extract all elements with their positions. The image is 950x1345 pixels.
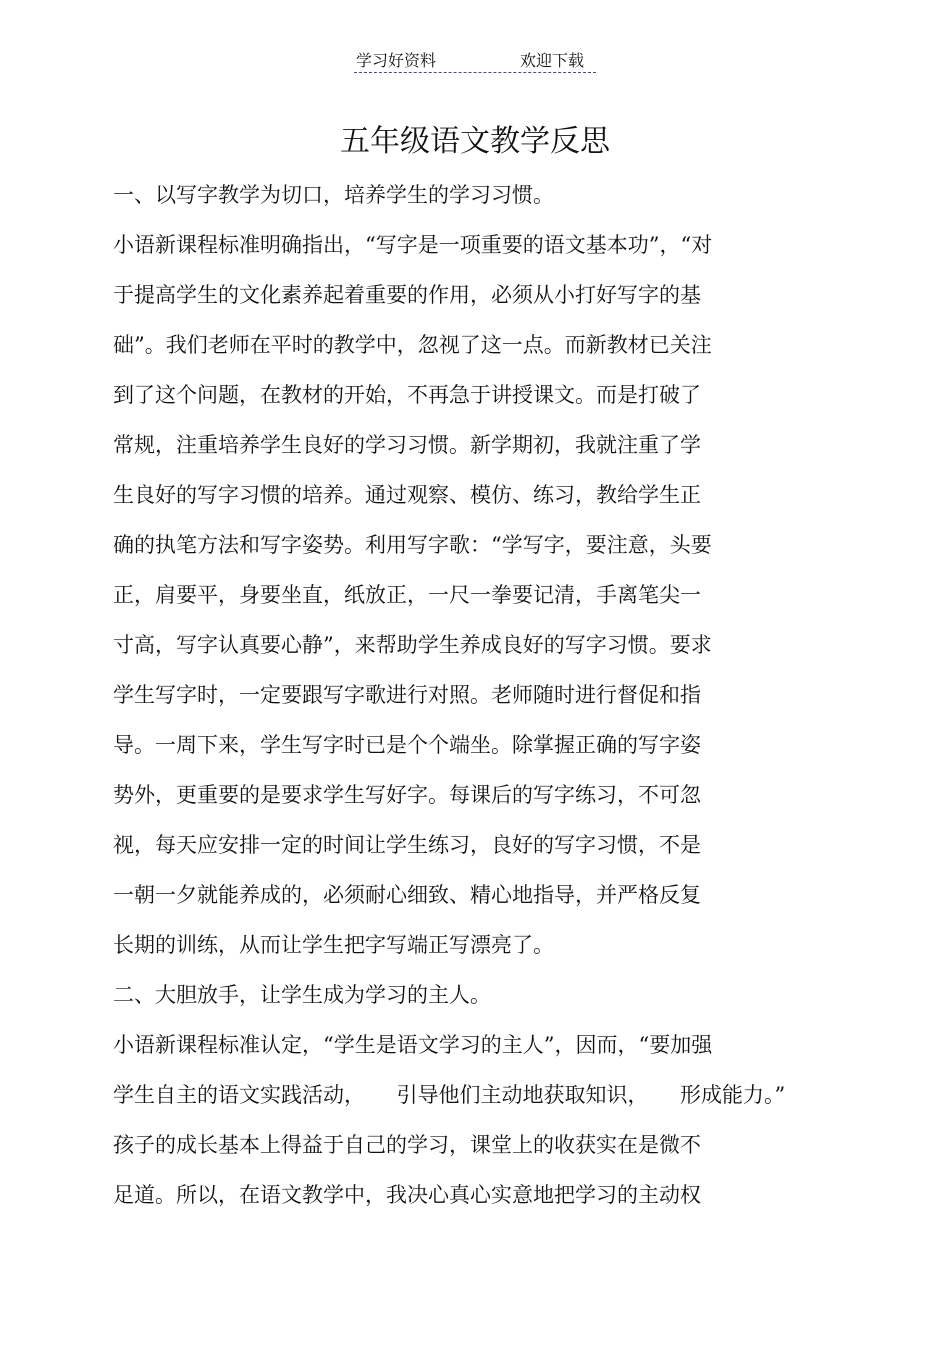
body-line: 到了这个问题，在教材的开始，不再急于讲授课文。而是打破了: [113, 383, 701, 407]
body-line: 导。一周下来，学生写字时已是个个端坐。除掌握正确的写字姿: [113, 733, 701, 757]
body-line: 正，肩要平，身要坐直，纸放正，一尺一拳要记清，手离笔尖一: [113, 583, 701, 607]
document-body: [113, 176, 873, 1226]
body-line: 生良好的写字习惯的培养。通过观察、模仿、练习，教给学生正: [113, 483, 701, 507]
body-line: 寸高，写字认真要心静”，来帮助学生养成良好的写字习惯。要求: [113, 633, 712, 657]
body-line: 小语新课程标准明确指出，“写字是一项重要的语文基本功”，“对: [113, 233, 713, 257]
body-line: 势外，更重要的是要求学生写好字。每课后的写字练习，不可忽: [113, 783, 701, 807]
body-line: 足道。所以，在语文教学中，我决心真心实意地把学习的主动权: [113, 1183, 701, 1207]
body-line: 础”。我们老师在平时的教学中，忽视了这一点。而新教材已关注: [113, 333, 712, 357]
document-title: 五年级语文教学反思: [340, 124, 610, 159]
page-header: [354, 46, 596, 73]
body-line: 小语新课程标准认定，“学生是语文学习的主人”，因而，“要加强: [113, 1033, 713, 1057]
section-heading-2: 二、大胆放手，让学生成为学习的主人。: [113, 983, 491, 1007]
body-line: 一朝一夕就能养成的，必须耐心细致、精心地指导，并严格反复: [113, 883, 701, 907]
header-left-text: 学习好资料: [356, 51, 437, 70]
body-line: 视，每天应安排一定的时间让学生练习，良好的写字习惯，不是: [113, 833, 701, 857]
header-right-text: 欢迎下载: [520, 51, 585, 70]
body-line: 常规，注重培养学生良好的学习习惯。新学期初，我就注重了学: [113, 433, 701, 457]
body-line: 孩子的成长基本上得益于自己的学习，课堂上的收获实在是微不: [113, 1133, 701, 1157]
body-line: 于提高学生的文化素养起着重要的作用，必须从小打好写字的基: [113, 283, 701, 307]
section-heading-1: 一、以写字教学为切口，培养学生的学习习惯。: [113, 183, 554, 207]
body-line: 确的执笔方法和写字姿势。利用写字歌：“学写字，要注意，头要: [113, 533, 712, 557]
body-line: 长期的训练，从而让学生把字写端正写漂亮了。: [113, 933, 554, 957]
body-line: 学生自主的语文实践活动， 引导他们主动地获取知识， 形成能力。”: [113, 1083, 786, 1107]
body-line: 学生写字时，一定要跟写字歌进行对照。老师随时进行督促和指: [113, 683, 701, 707]
